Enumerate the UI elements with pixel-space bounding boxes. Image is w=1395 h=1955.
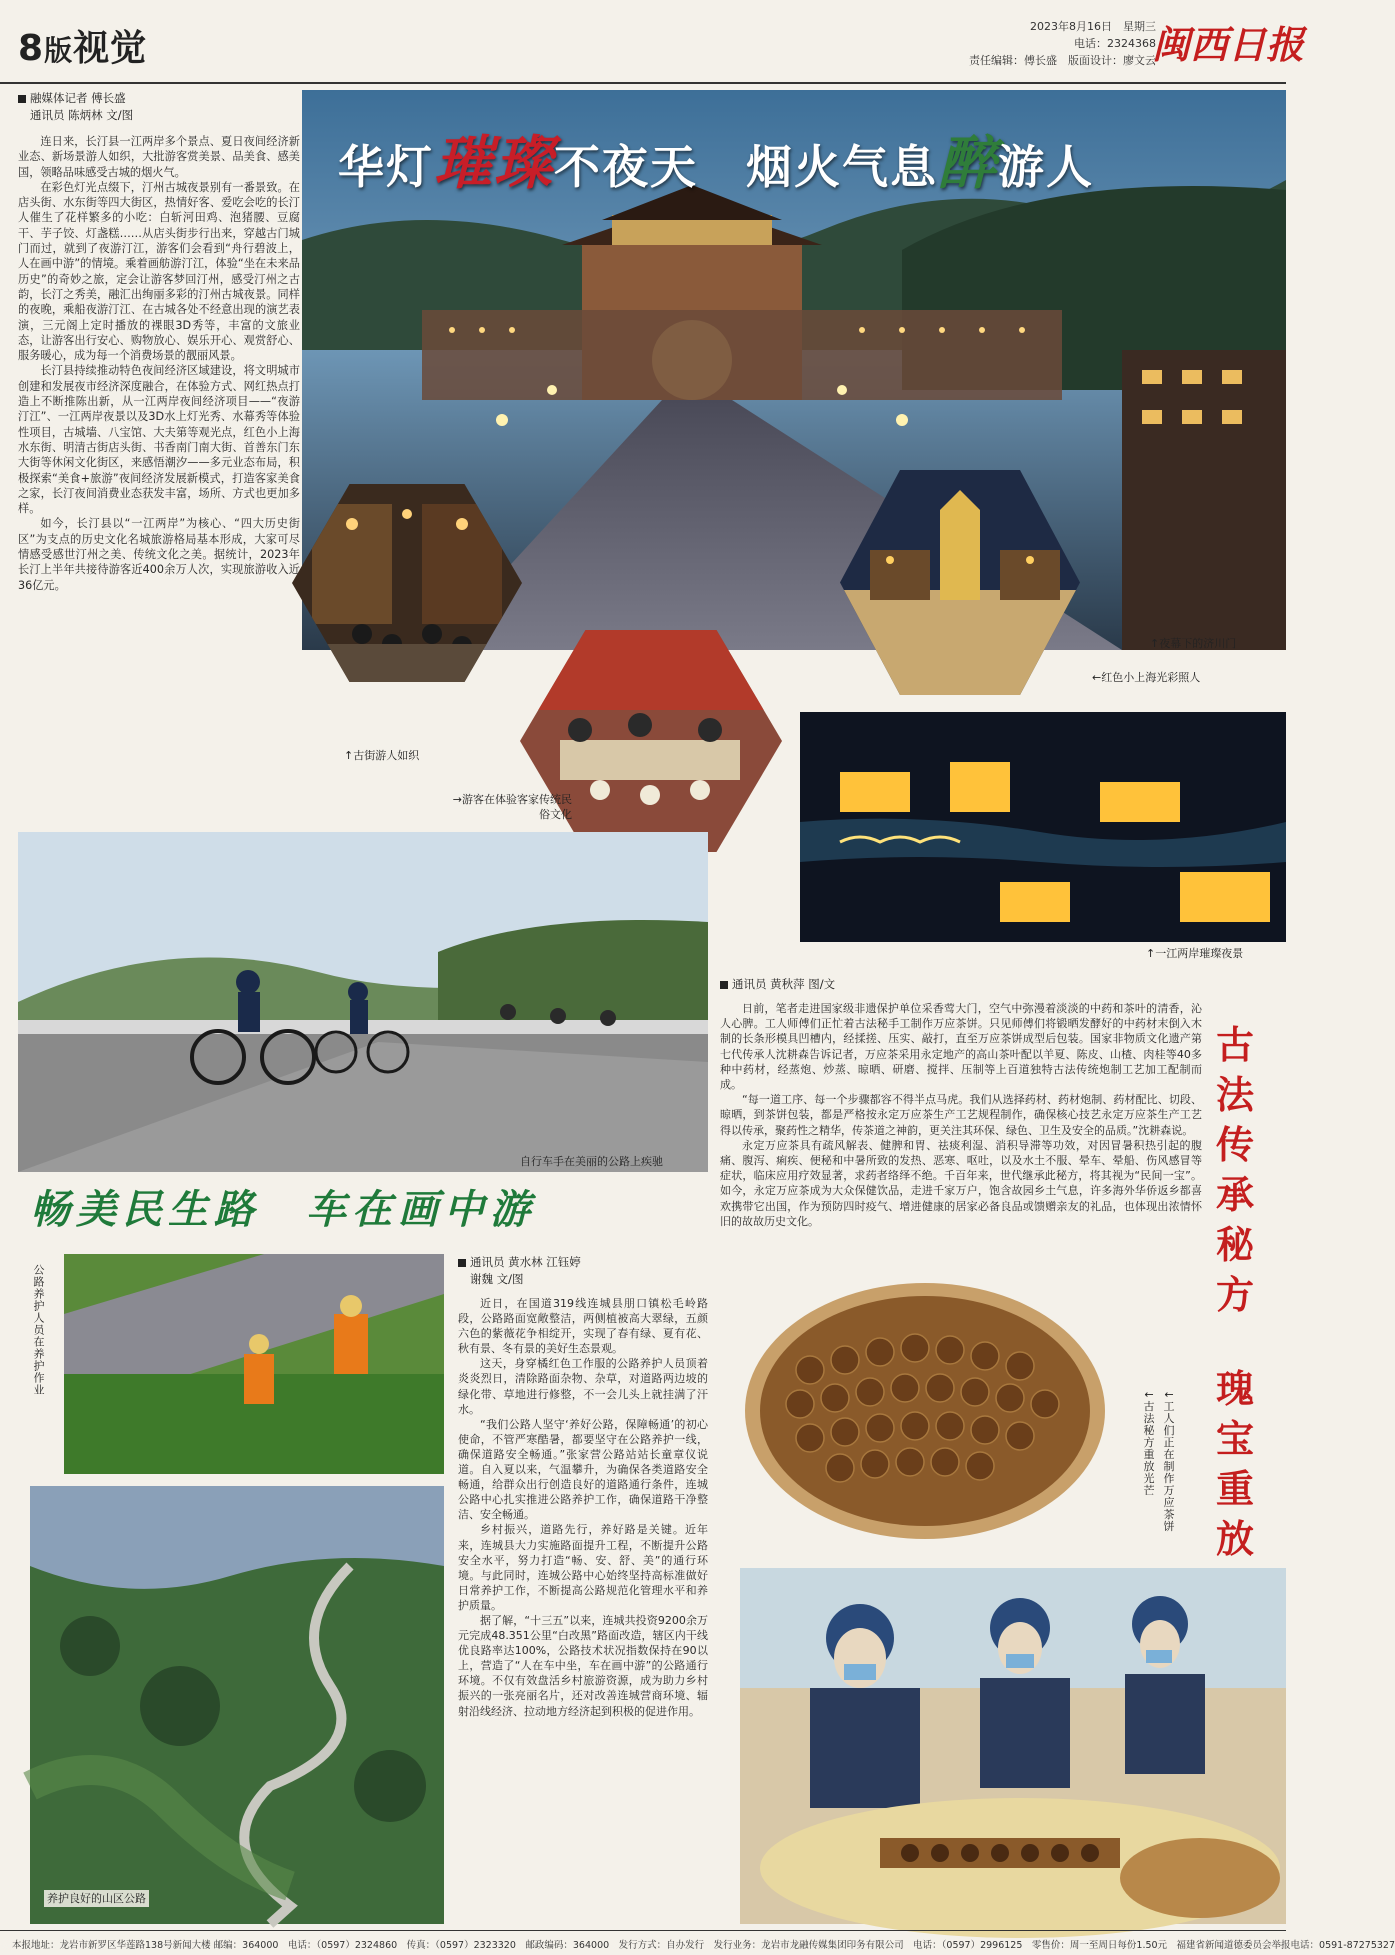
hero-accent-1: 璀璨 <box>434 129 555 197</box>
caption-riverbanks: ↑一江两岸璀璨夜景 <box>1146 947 1244 960</box>
mountain-road-photo <box>30 1486 444 1924</box>
riverbanks-photo <box>800 712 1286 942</box>
editors: 责任编辑：傅长盛 版面设计：廖文云 <box>969 54 1156 67</box>
issue-date: 2023年8月16日 星期三 <box>1030 20 1156 33</box>
story3-paragraph: 日前，笔者走进国家级非遗保护单位采香莺大门，空气中弥漫着淡淡的中药和茶叶的清香，沁人心脾。工人师傅们正忙着古法秘手工制作万应茶饼。只见师傅们将锻晒发酵好的中药材末倒入木制的长条形模具凹槽内，经揉搓、压实、敲打，直至万应茶饼成型后包装。国家非物质文化遗产第七代传承人沈耕森告诉记者，万应茶采用永定地产的高山茶叶配以羊夏、陈皮、山楂、肉桂等40多种中药材，经蒸炮、炒蒸、晾晒、研磨、搅拌、压制等上百道独特古法传统炮制工艺加工配制而成。 <box>720 1002 1202 1092</box>
story1-paragraph: 连日来，长汀县一江两岸多个景点、夏日夜间经济新业态、新场景游人如织，大批游客赏美景、品美食、感美国，领略品味感受古城的烟火气。 <box>18 135 300 179</box>
caption-mountain: 养护良好的山区公路 <box>44 1890 149 1907</box>
caption-hakka: →游客在体验客家传统民俗文化 <box>452 793 572 821</box>
story2-paragraph: “我们公路人坚守‘养好公路，保障畅通’的初心使命，不管严寒酷暑，都要坚守在公路养护一线，确保道路安全畅通。”张家营公路站站长童章仪说道。自入夏以来，气温攀升，为确保各类道路安全畅通，给群众出行创造良好的道路通行条件，连城公路中心扎实推进公路养护工作，确保道路干净整洁、安全畅通。 <box>458 1417 708 1522</box>
hero-title: 华灯璀璨不夜天 烟火气息醉游人 <box>338 129 1095 197</box>
story2-paragraph: 据了解，“十三五”以来，连城共投资9200余万元完成48.351公里“白改黑”路面改造，辖区内干线优良路率达100%，公路技术状况指数保持在90以上，营造了“人在车中坐，车在画中游”的公路通行环境。不仅有效盘活乡村旅游资源，成为助力乡村振兴的一张亮丽名片，还对改善连城营商环境、辐射沿线经济、拉动地方经济起到积极的促进作用。 <box>458 1613 708 1718</box>
story3-paragraph: “每一道工序、每一个步骤都容不得半点马虎。我们从选择药材、药材炮制、药材配比、切段、晾晒，到茶饼包装，都是严格按永定万应茶生产工艺规程制作，确保核心技艺永定万应茶生产工艺得以传承，聚药性之精华，传茶道之神韵，更关注其环保、绿色、卫生及安全的品质。”沈耕森说。 <box>720 1093 1202 1137</box>
story2-paragraph: 乡村振兴，道路先行，养好路是关键。近年来，连城县大力实施路面提升工程，不断提升公路安全水平，努力打造“畅、安、舒、美”的通行环境。与此同时，连城公路中心始终坚持高标准做好日常养护工作，不断提高公路规范化管理水平和养护质量。 <box>458 1523 708 1612</box>
story2-paragraph: 这天，身穿橘红色工作服的公路养护人员顶着炎炎烈日，清除路面杂物、杂草，对道路两边坡的绿化带、草地进行修整，不一会儿头上就挂满了汗水。 <box>458 1357 708 1416</box>
story1-byline: 融媒体记者 傅长盛 通讯员 陈炳林 文/图 <box>18 90 300 124</box>
caption-red-shanghai: ←红色小上海光彩照人 <box>1092 671 1201 684</box>
hero-accent-2: 醉 <box>938 129 999 197</box>
story1-body <box>18 134 300 593</box>
logo-text: 闽西日报 <box>1152 22 1305 67</box>
caption-tea2: ↓古法秘方重放光芒 <box>1142 1390 1155 1497</box>
story3-body <box>720 1001 1202 1229</box>
story1-paragraph: 在彩色灯光点缀下，汀州古城夜景别有一番景致。在店头街、水东街等四大街区，热情好客、爱吃会吃的长汀人催生了花样繁多的小吃：白斩河田鸡、泡猪腰、豆腐干、芋子饺、灯盏糕……从店头街步行出来，穿越古门城门而过，就到了夜游汀江，游客们会看到“舟行碧波上，人在画中游”的情境。乘着画舫游汀江，体验“坐在未来品历史”的奇妙之旅，定会让游客梦回汀州，感受汀州之古韵，长汀之秀美，融汇出绚丽多彩的汀州古城夜景。同样的夜晚，乘船夜游汀江、在古城各处不经意出现的演艺表演，三元阁上定时播放的裸眼3D秀等，丰富的文旅业态，让游客出行安心、购物放心、娱乐开心、观赏舒心、服务暖心，成为每一个消费场景的靓丽风景。 <box>18 180 300 363</box>
tea-cakes-photo <box>740 1280 1110 1542</box>
phone: 电话：2324368 <box>1074 37 1156 50</box>
section-name: 视觉 <box>73 28 148 69</box>
caption-tea: ↓工人们正在制作万应茶饼 <box>1162 1390 1175 1533</box>
story3-text <box>720 976 1202 1229</box>
cycling-photo <box>18 832 708 1172</box>
story2-byline: 通讯员 黄水林 江钰婷 谢魏 文/图 <box>458 1254 708 1288</box>
caption-old-street: ↑古街游人如织 <box>344 749 420 762</box>
page-number: 8版视觉 <box>18 28 148 69</box>
story3-paragraph: 永定万应茶具有疏风解表、健脾和胃、祛痰利湿、消积导滞等功效，对因冒暑积热引起的腹痛、腹泻、痢疾、便秘和中暑所致的发热、恶寒、呕吐，以及水土不服、晕车、晕船、伤风感冒等症状，临床应用疗效显著，求药者络绎不绝。千百年来，世代继承此秘方，将其视为“民间一宝”。如今，永定万应茶成为大众保健饮品，走进千家万户，饱含故园乡土气息，许多海外华侨返乡都喜欢携带它出国，作为预防四时疫气、增进健康的居家必备良品或馈赠亲友的礼品，也体现出浓情怀旧的故故历史文化。 <box>720 1138 1202 1228</box>
date-block <box>966 18 1156 52</box>
maintenance-photo <box>64 1254 444 1474</box>
story1-paragraph: 长汀县持续推动特色夜间经济区域建设，将文明城市创建和发展夜市经济深度融合，在体验方式、网红热点打造上不断推陈出新，从一江两岸夜间经济项目——“夜游汀江”、一江两岸夜景以及3D水上灯光秀、水幕秀等体验性项目，古城墙、八宝馆、大夫第等观光点，红色小上海水东街、明清古街店头街、书香南门南大街、首善东门东大街等休闲文化街区，来感悟潮汐——多元业态布局，积极探索“美食+旅游”夜间经济发展新模式，打造客家美食之家，长汀夜间消费业态获发丰富，场所、方式也更加多样。 <box>18 364 300 516</box>
caption-maintenance: 公路养护人员在养护作业 <box>32 1264 45 1396</box>
story1-paragraph: 如今，长汀县以“一江两岸”为核心、“四大历史街区”为支点的历史文化名城旅游格局基本形成，大家可尽情感受感世汀州之美、传统文化之美。据统计，2023年长汀上半年共接待游客近400余万人次，实现旅游收入近36亿元。 <box>18 517 300 592</box>
tea-workers-photo <box>740 1568 1286 1924</box>
story3-title-top: 古法传承秘方 <box>1216 1022 1255 1317</box>
story2-paragraph: 近日，在国道319线连城县朋口镇松毛岭路段，公路路面宽敞整洁，两侧植被高大翠绿，五颜六色的紫薇花争相绽开，实现了春有绿、夏有花、秋有景、冬有景的美好生态景观。 <box>458 1297 708 1356</box>
newspaper-logo <box>1150 8 1305 76</box>
caption-jiyang-gate: ↑夜幕下的济川门 <box>1150 637 1237 650</box>
masthead <box>0 0 1305 84</box>
story2-title: 畅美民生路 车在画中游 <box>30 1186 536 1233</box>
story2-body <box>458 1296 708 1719</box>
caption-cycling: 自行车手在美丽的公路上疾驰 <box>520 1155 663 1168</box>
story2-text <box>458 1254 708 1719</box>
footer: 本报地址：龙岩市新罗区华莲路138号新闻大楼 邮编：364000 电话：（0597）2324860 传真：（0597）2323320 邮政编码：364000 发行方式：自办发行 发行业务：龙岩市龙融传媒集团印务有限公司 电话：（0597）2996125 零售价：周一至周日每份1.50元 福建省新闻道德委员会举报电话：0591-87275327 <box>0 1930 1286 1955</box>
story3-title-bottom: 瑰宝重放 <box>1216 1366 1255 1561</box>
story1-text <box>18 90 300 593</box>
story3-byline: 通讯员 黄秋萍 图/文 <box>720 976 1202 993</box>
